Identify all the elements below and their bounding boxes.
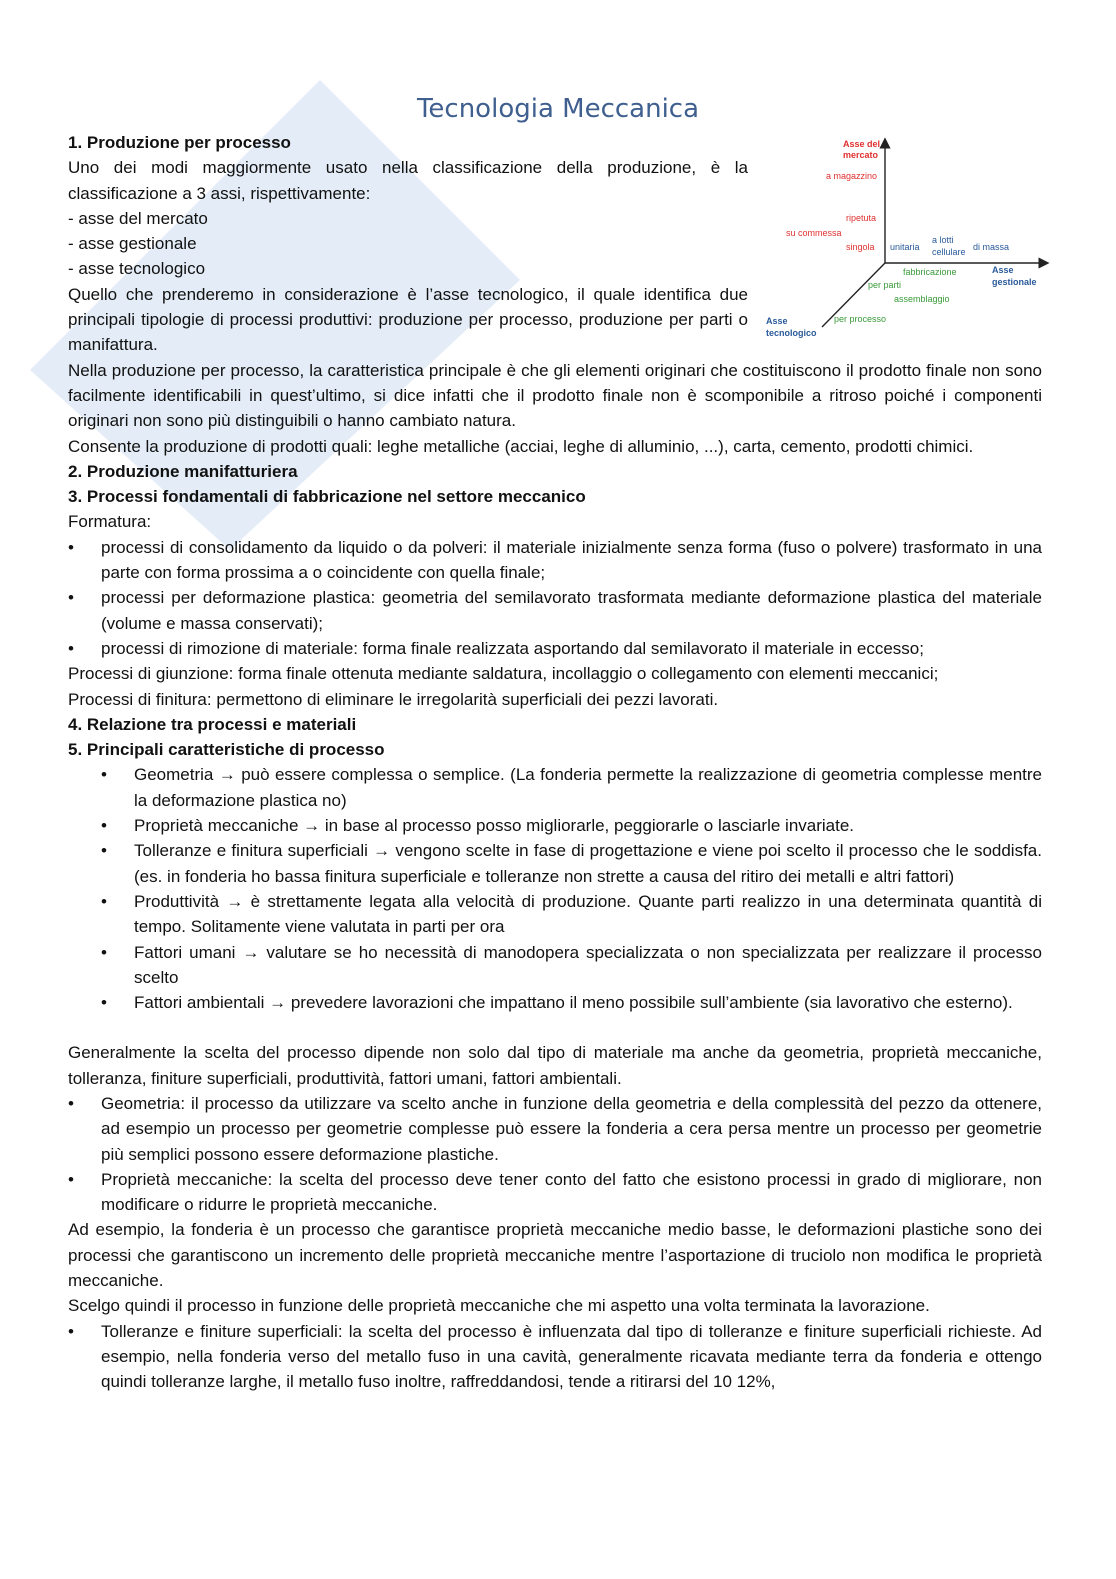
list-item: • Proprietà meccaniche → in base al processo posso migliorarle, peggiorarle o lasciarle invariate. [101,813,1042,838]
bullet-list [101,762,1042,1015]
list-item: • Fattori umani → valutare se ho necessità di manodopera specializzata o non specializzata per realizzare il processo scelto [101,940,1042,991]
section-heading: 1. Produzione per processo [68,133,291,152]
paragraph: Consente la produzione di prodotti quali: leghe metalliche (acciai, leghe di alluminio, ...), carta, cemento, prodotti chimici. [68,436,974,456]
list-item: • Fattori ambientali → prevedere lavorazioni che impattano il meno possibile sull’ambiente (sia lavorativo che esterno). [101,990,1042,1015]
section-heading: 2. Produzione manifatturiera [68,461,298,481]
list-item: • Geometria → può essere complessa o semplice. (La fonderia permette la realizzazione di geometria complesse mentre la deformazione plastica no) [101,762,1042,813]
paragraph: Formatura: [68,512,152,532]
axis-item: - asse gestionale [68,234,197,254]
tech-axis-label-1: Asse [766,316,788,326]
market-label: singola [846,242,875,252]
tech-label: fabbricazione [903,267,957,277]
page-title: Tecnologia Meccanica [416,94,700,124]
list-item: • Tolleranze e finiture superficiali: la scelta del processo è influenzata dal tipo di tolleranze e finiture superficiali richieste. Ad esempio, nella fonderia verso del metallo fuso in una cavità, generalmente ricavata mediante terra da fonderia e ottengo quindi tolleranze larghe, il metallo fuso inoltre, raffreddandosi, tende a ritirarsi del 10 12%, [68,1319,1042,1395]
paragraph: Scelgo quindi il processo in funzione delle proprietà meccaniche che mi aspetto una volta terminata la lavorazione. [68,1296,930,1316]
tech-label: per processo [834,314,887,324]
paragraph: Nella produzione per processo, la caratteristica principale è che gli elementi originari che costituiscono il prodotto finale non sono facilmente identificabili in quest’ultimo, si dice infatti che il prodotto finale non è scomponibile a ritroso poiché i componenti originari non sono più distinguibili o hanno cambiato natura. [68,360,1042,431]
paragraph: Uno dei modi maggiormente usato nella classificazione della produzione, è la classificazione a 3 assi, rispettivamente: [68,158,748,203]
managerial-label-cellulare: cellulare [932,247,966,257]
market-label: a magazzino [826,171,878,181]
managerial-axis-label-2: gestionale [992,277,1037,287]
section-heading: 5. Principali caratteristiche di processo [68,740,385,760]
list-item: • processi di rimozione di materiale: forma finale realizzata asportando dal semilavorato il materiale in eccesso; [68,636,1042,661]
axis-item: - asse tecnologico [68,259,206,279]
tech-label: per parti [868,280,902,290]
list-item: • Geometria: il processo da utilizzare va scelto anche in funzione della geometria e della complessità del pezzo da ottenere, ad esempio un processo per geometrie complesse può essere la fonderia a cera persa mentre un processo per geometrie più semplici possono essere deformazione plastiche. [68,1091,1042,1167]
list-item: • processi di consolidamento da liquido o da polveri: il materiale inizialmente senza forma (fuso o polvere) trasformato in una parte con forma prossima a o coincidente con quella finale; [68,535,1042,586]
managerial-label-lotti: a lotti [932,235,954,245]
market-axis-label-1: Asse del [843,139,881,149]
paragraph: Processi di giunzione: forma finale ottenuta mediante saldatura, incollaggio o collegamento con elementi meccanici; [68,664,939,684]
list-item: • processi per deformazione plastica: geometria del semilavorato trasformata mediante deformazione plastica del materiale (volume e massa conservati); [68,585,1042,636]
paragraph: Processi di finitura: permettono di eliminare le irregolarità superficiali dei pezzi lavorati. [68,689,719,709]
bullet-list [68,535,1042,661]
tech-label: assemblaggio [894,294,950,304]
list-item: • Produttività → è strettamente legata alla velocità di produzione. Quante parti realizzo in una determinata quantità di tempo. Solitamente viene valutata in parti per ora [101,889,1042,940]
paragraph: Generalmente la scelta del processo dipende non solo dal tipo di materiale ma anche da geometria, proprietà meccaniche, tolleranza, finiture superficiali, produttività, fattori umani, fattori ambientali. [68,1043,1042,1088]
axis-item: - asse del mercato [68,208,208,228]
bullet-list [68,1319,1042,1395]
document-body [68,130,1042,1395]
managerial-label: unitaria [890,242,920,252]
list-item: • Proprietà meccaniche: la scelta del processo deve tener conto del fatto che esistono processi in grado di migliorare, non modificare o ridurre le proprietà meccaniche. [68,1167,1042,1218]
market-label: ripetuta [846,213,877,223]
spacer [68,1015,1042,1040]
market-axis-label-2: mercato [843,150,879,160]
paragraph: Ad esempio, la fonderia è un processo che garantisce proprietà meccaniche medio basse, le deformazioni plastiche sono dei processi che garantiscono un incremento delle proprietà meccaniche mentre l’asportazione di truciolo non modifica le proprietà meccaniche. [68,1220,1042,1291]
list-item: • Tolleranze e finitura superficiali → vengono scelte in fase di progettazione e viene poi scelto il processo che le soddisfa. (es. in fonderia ho bassa finitura superficiale e tolleranze non strette a causa del ritiro dei metalli e altri fattori) [101,838,1042,889]
managerial-label: di massa [973,242,1010,252]
section-heading: 3. Processi fondamentali di fabbricazione nel settore meccanico [68,487,586,507]
bullet-list [68,1091,1042,1217]
section-heading: 4. Relazione tra processi e materiali [68,714,357,734]
paragraph: Quello che prenderemo in considerazione è l’asse tecnologico, il quale identifica due principali tipologie di processi produttivi: produzione per processo, produzione per parti o manifattura. [68,284,748,355]
market-label: su commessa [786,228,842,238]
tech-axis-label-2: tecnologico [766,328,817,338]
managerial-axis-label-1: Asse [992,265,1014,275]
